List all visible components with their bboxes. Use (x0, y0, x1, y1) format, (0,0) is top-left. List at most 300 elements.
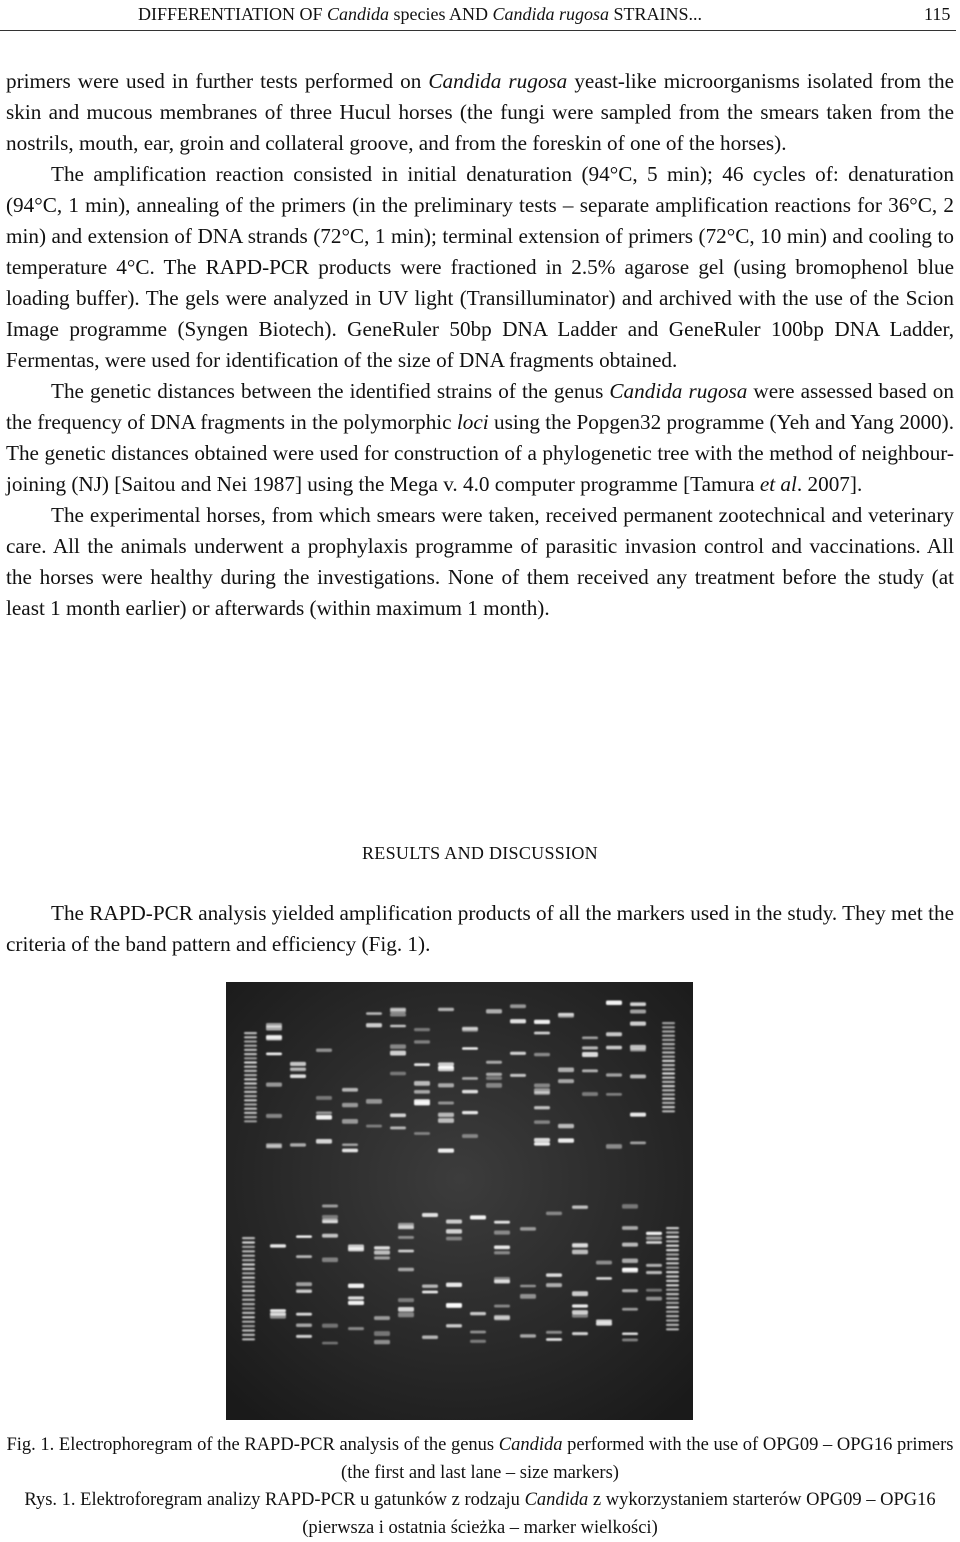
gel-band (290, 1062, 306, 1066)
title-italic-genus: Candida (327, 4, 390, 24)
gel-band (510, 1052, 526, 1055)
gel-band (572, 1244, 588, 1248)
gel-band (242, 1263, 255, 1265)
gel-band (242, 1325, 255, 1327)
gel-band (534, 1032, 550, 1035)
page-number: 115 (924, 4, 951, 24)
gel-band (414, 1102, 430, 1106)
gel-band (348, 1284, 364, 1288)
gel-band (244, 1112, 257, 1114)
gel-band (446, 1324, 462, 1327)
gel-band (242, 1272, 255, 1274)
paragraph-primers (6, 66, 954, 159)
gel-band (316, 1096, 332, 1100)
gel-band (438, 1062, 454, 1066)
gel-band (494, 1305, 510, 1308)
gel-band (666, 1302, 679, 1304)
gel-band (486, 1009, 502, 1013)
gel-band (242, 1241, 255, 1243)
gel-band (622, 1204, 638, 1208)
gel-band (666, 1245, 679, 1247)
gel-band (438, 1149, 454, 1153)
gel-band (244, 1103, 257, 1105)
gel-band (242, 1246, 255, 1248)
gel-band (534, 1020, 550, 1024)
gel-band (666, 1240, 679, 1242)
gel-band (446, 1304, 462, 1308)
gel-band (390, 1126, 406, 1129)
gel-band (446, 1237, 462, 1241)
gel-band (462, 1077, 478, 1080)
gel-band (342, 1149, 358, 1153)
gel-band (390, 1013, 406, 1017)
gel-band (666, 1311, 679, 1313)
text-run: The genetic distances between the identified strains of the genus (51, 379, 610, 403)
gel-band (438, 1113, 454, 1117)
gel-band (666, 1271, 679, 1273)
gel-band (606, 1093, 622, 1096)
text-run: primers were used in further tests performed on (6, 69, 429, 93)
results-text (6, 898, 954, 960)
gel-band (244, 1036, 257, 1038)
gel-band (662, 1039, 675, 1041)
gel-band (390, 1051, 406, 1056)
gel-band (266, 1114, 282, 1118)
gel-band (662, 1035, 675, 1037)
gel-band (290, 1143, 306, 1146)
gel-band (662, 1098, 675, 1100)
gel-band (622, 1243, 638, 1247)
gel-band (342, 1088, 358, 1092)
gel-band (296, 1282, 312, 1286)
gel-band (374, 1340, 390, 1344)
gel-band (630, 1009, 646, 1013)
gel-band (666, 1284, 679, 1286)
gel-band (572, 1332, 588, 1335)
gel-band (622, 1226, 638, 1230)
gel-band (558, 1067, 574, 1072)
gel-band (390, 1025, 406, 1028)
gel-band (666, 1267, 679, 1269)
gel-band (470, 1340, 486, 1343)
gel-band (242, 1290, 255, 1292)
gel-band (622, 1308, 638, 1311)
gel-band (242, 1334, 255, 1336)
gel-band (242, 1316, 255, 1318)
gel-band (242, 1237, 255, 1239)
gel-band (646, 1232, 662, 1235)
gel-band (348, 1248, 364, 1252)
gel-band (558, 1013, 574, 1018)
gel-band (462, 1111, 478, 1114)
gel-band (398, 1268, 414, 1272)
caption-text: Fig. 1. Electrophoregram of the RAPD-PCR analysis of the genus (6, 1435, 499, 1455)
gel-band (534, 1106, 550, 1109)
gel-band (646, 1289, 662, 1292)
gel-band (662, 1043, 675, 1045)
section-heading: RESULTS AND DISCUSSION (362, 843, 598, 863)
gel-band (666, 1262, 679, 1264)
gel-band (662, 1081, 675, 1083)
running-header (0, 0, 956, 31)
gel-band (322, 1342, 338, 1345)
gel-band (316, 1139, 332, 1144)
italic-term: et al (759, 472, 797, 496)
gel-band (494, 1251, 510, 1254)
gel-band (572, 1304, 588, 1307)
title-text: species AND (389, 4, 493, 24)
gel-band (290, 1068, 306, 1072)
gel-band (438, 1067, 454, 1072)
gel-band (630, 1141, 646, 1144)
gel-band (242, 1307, 255, 1309)
gel-band (244, 1066, 257, 1068)
gel-band (342, 1103, 358, 1107)
gel-band (244, 1116, 257, 1118)
gel-band (244, 1082, 257, 1084)
gel-band (666, 1258, 679, 1260)
gel-band (390, 1113, 406, 1117)
gel-band (666, 1289, 679, 1291)
gel-band (666, 1315, 679, 1317)
text-run: . 2007]. (796, 472, 863, 496)
gel-band (398, 1236, 414, 1239)
gel-band (244, 1108, 257, 1110)
gel-band (582, 1046, 598, 1049)
gel-band (266, 1083, 282, 1087)
gel-band (438, 1102, 454, 1105)
gel-band (244, 1057, 257, 1059)
gel-background (226, 982, 693, 1420)
text-run: were assessed based on the frequency of DNA fragments in the polymorphic (6, 379, 954, 434)
gel-band (534, 1083, 550, 1087)
gel-band (244, 1045, 257, 1047)
gel-band (606, 1144, 622, 1149)
gel-band (342, 1143, 358, 1146)
gel-band (606, 1046, 622, 1050)
paragraph-amplification: The amplification reaction consisted in initial denaturation (94°C, 5 min); 46 cycles of: denaturation (94°C, 1 min), annealing of the primers (in the preliminary tests – separate amplification reactions for 36°C, 2 min) and extension of DNA strands (72°C, 1 min); terminal extension of primers (72°C, 10 min) and cooling to temperature 4°C. The RAPD-PCR products were fractioned in 2.5% agarose gel (using bromophenol blue loading buffer). The gels were analyzed in UV light (Transilluminator) and archived with the use of the Scion Image programme (Syngen Biotech). GeneRuler 50bp DNA Ladder and GeneRuler 100bp DNA Ladder, Fermentas, were used for identification of the size of DNA fragments obtained. (6, 162, 954, 372)
gel-band (242, 1285, 255, 1287)
gel-band (244, 1099, 257, 1101)
gel-band (242, 1281, 255, 1283)
gel-band (290, 1074, 306, 1078)
gel-band (296, 1255, 312, 1258)
gel-band (322, 1324, 338, 1328)
gel-band (662, 1102, 675, 1104)
gel-band (374, 1250, 390, 1254)
gel-electrophoresis-image (226, 982, 693, 1420)
gel-band (646, 1241, 662, 1244)
gel-band (244, 1078, 257, 1080)
gel-band (242, 1255, 255, 1257)
gel-band (366, 1012, 382, 1015)
gel-band (662, 1047, 675, 1049)
gel-band (494, 1316, 510, 1320)
gel-band (316, 1049, 332, 1052)
gel-band (446, 1219, 462, 1223)
gel-band (422, 1213, 438, 1217)
gel-band (462, 1090, 478, 1093)
gel-band (662, 1093, 675, 1095)
gel-band (646, 1271, 662, 1274)
gel-band (374, 1256, 390, 1259)
gel-band (622, 1258, 638, 1263)
gel-band (558, 1138, 574, 1142)
gel-band (666, 1227, 679, 1229)
gel-band (446, 1229, 462, 1233)
gel-band (348, 1327, 364, 1330)
gel-band (622, 1268, 638, 1271)
gel-band (606, 1073, 622, 1077)
gel-band (630, 1074, 646, 1078)
figure-caption-polish (0, 1487, 960, 1542)
gel-band (630, 1113, 646, 1117)
gel-band (322, 1215, 338, 1219)
gel-band (662, 1077, 675, 1079)
gel-band (414, 1040, 430, 1043)
gel-band (494, 1280, 510, 1284)
gel-band (366, 1125, 382, 1128)
gel-band (470, 1312, 486, 1315)
gel-band (546, 1338, 562, 1341)
figure-caption-english (0, 1432, 960, 1487)
gel-band (546, 1331, 562, 1334)
gel-band (398, 1312, 414, 1317)
gel-band (296, 1235, 312, 1238)
gel-band (596, 1261, 612, 1265)
gel-band (534, 1138, 550, 1142)
gel-band (486, 1076, 502, 1079)
gel-band (296, 1335, 312, 1338)
gel-band (558, 1124, 574, 1128)
gel-band (546, 1273, 562, 1277)
gel-band (572, 1250, 588, 1255)
gel-band (316, 1111, 332, 1114)
gel-band (438, 1118, 454, 1123)
gel-band (374, 1246, 390, 1249)
gel-band (494, 1221, 510, 1224)
gel-band (422, 1285, 438, 1288)
gel-band (582, 1069, 598, 1072)
gel-band (348, 1301, 364, 1304)
gel-band (244, 1087, 257, 1089)
gel-band (414, 1081, 430, 1086)
gel-band (438, 1083, 454, 1087)
paragraph-horses: The experimental horses, from which smears were taken, received permanent zootechnical and veterinary care. All the animals underwent a prophylaxis programme of parasitic invasion control and vaccinations. All the horses were healthy during the investigations. None of them received any treatment before the study (at least 1 month earlier) or afterwards (within maximum 1 month). (6, 503, 954, 620)
gel-band (242, 1338, 255, 1340)
gel-band (520, 1294, 536, 1299)
gel-band (534, 1142, 550, 1145)
gel-band (666, 1253, 679, 1255)
gel-band (606, 1000, 622, 1005)
gel-band (486, 1073, 502, 1076)
gel-band (266, 1143, 282, 1146)
gel-band (666, 1319, 679, 1321)
gel-band (646, 1236, 662, 1239)
gel-band (244, 1091, 257, 1093)
gel-band (622, 1332, 638, 1335)
gel-band (270, 1309, 286, 1312)
gel-band (398, 1250, 414, 1253)
gel-band (662, 1030, 675, 1032)
gel-band (662, 1089, 675, 1091)
gel-band (666, 1231, 679, 1233)
italic-term: loci (456, 410, 489, 434)
methods-text (6, 66, 954, 624)
gel-band (242, 1277, 255, 1279)
gel-band (666, 1236, 679, 1238)
gel-band (244, 1061, 257, 1063)
gel-band (462, 1047, 478, 1050)
gel-band (322, 1205, 338, 1208)
gel-band (374, 1316, 390, 1320)
gel-band (582, 1037, 598, 1040)
gel-band (666, 1328, 679, 1330)
caption-text: Rys. 1. Elektroforegram analizy RAPD-PCR u gatunków z rodzaju (24, 1490, 525, 1510)
gel-band (510, 1074, 526, 1077)
title-text: DIFFERENTIATION OF (138, 4, 327, 24)
gel-band (244, 1053, 257, 1055)
gel-band (510, 1019, 526, 1023)
gel-band (622, 1289, 638, 1292)
gel-band (242, 1303, 255, 1305)
text-run: using the Popgen32 programme (Yeh and Yang 2000). The genetic distances obtained were used for construction of a phylogenetic tree with the method of neighbour-joining (NJ) [Saitou and Nei 1987] using the Mega v. 4.0 computer programme [Tamura (6, 410, 955, 496)
gel-band (486, 1083, 502, 1088)
gel-band (494, 1231, 510, 1235)
gel-band (572, 1291, 588, 1296)
gel-band (244, 1095, 257, 1097)
gel-band (646, 1264, 662, 1267)
gel-band (534, 1120, 550, 1124)
gel-band (414, 1132, 430, 1135)
gel-band (534, 1091, 550, 1094)
gel-band (244, 1070, 257, 1072)
gel-band (270, 1314, 286, 1319)
gel-band (606, 1032, 622, 1036)
gel-band (666, 1275, 679, 1277)
gel-band (494, 1245, 510, 1249)
paragraph-genetic-distances (6, 376, 954, 500)
species-name: Candida rugosa (428, 69, 568, 93)
gel-band (266, 1023, 282, 1027)
gel-band (582, 1092, 598, 1096)
gel-band (486, 1061, 502, 1064)
gel-band (622, 1338, 638, 1341)
paragraph-results: The RAPD-PCR analysis yielded amplification products of all the markers used in the study. They met the criteria of the band pattern and efficiency (Fig. 1). (6, 901, 954, 956)
gel-band (242, 1329, 255, 1331)
gel-band (322, 1219, 338, 1222)
gel-band (596, 1320, 612, 1323)
gel-band (662, 1051, 675, 1053)
gel-band (520, 1285, 536, 1288)
genus-name: Candida (498, 1435, 563, 1455)
gel-band (398, 1227, 414, 1230)
gel-band (546, 1283, 562, 1287)
gel-band (242, 1259, 255, 1261)
gel-band (296, 1289, 312, 1292)
gel-band (244, 1032, 257, 1034)
gel-band (242, 1294, 255, 1296)
gel-band (322, 1257, 338, 1262)
gel-band (414, 1028, 430, 1031)
gel-band (630, 1049, 646, 1052)
gel-band (390, 1072, 406, 1076)
gel-band (422, 1291, 438, 1294)
gel-band (662, 1022, 675, 1024)
gel-band (666, 1293, 679, 1295)
gel-band (666, 1280, 679, 1282)
gel-band (470, 1331, 486, 1334)
gel-band (322, 1234, 338, 1238)
gel-band (520, 1334, 536, 1337)
gel-band (398, 1298, 414, 1302)
text-run: yeast-like microorganisms isolated from the skin and mucous membranes of three Hucul horses (the fungi were sampled from the smears taken from the nostrils, mouth, ear, groin and collateral groove, and from the foreskin of one of the horses). (6, 69, 954, 155)
gel-band (662, 1068, 675, 1070)
running-title (138, 4, 702, 25)
gel-band (630, 1022, 646, 1026)
gel-band (662, 1085, 675, 1087)
gel-band (572, 1205, 588, 1208)
gel-band (244, 1074, 257, 1076)
gel-band (414, 1090, 430, 1094)
gel-band (666, 1324, 679, 1326)
gel-band (558, 1079, 574, 1083)
gel-band (546, 1212, 562, 1216)
gel-band (348, 1296, 364, 1299)
gel-band (242, 1250, 255, 1252)
gel-band (342, 1119, 358, 1124)
gel-band (242, 1312, 255, 1314)
gel-band (366, 1099, 382, 1104)
gel-band (266, 1035, 282, 1039)
gel-band (390, 1044, 406, 1048)
gel-band (534, 1053, 550, 1056)
gel-band (366, 1023, 382, 1027)
gel-band (390, 1010, 406, 1013)
gel-band (662, 1026, 675, 1028)
gel-band (662, 1106, 675, 1108)
title-text: STRAINS... (609, 4, 703, 24)
gel-band (266, 1053, 282, 1056)
gel-band (422, 1336, 438, 1340)
gel-band (666, 1249, 679, 1251)
gel-band (572, 1310, 588, 1314)
gel-band (662, 1110, 675, 1112)
gel-band (244, 1120, 257, 1122)
gel-band (520, 1227, 536, 1230)
gel-band (446, 1283, 462, 1287)
gel-band (438, 1008, 454, 1011)
gel-band (296, 1313, 312, 1316)
caption-text: z wykorzystaniem starterów OPG09 – OPG16 (pierwsza i ostatnia ścieżka – marker wielkości) (302, 1490, 936, 1538)
gel-band (646, 1297, 662, 1301)
title-italic-species: Candida rugosa (492, 4, 610, 24)
gel-band (582, 1052, 598, 1057)
gel-band (462, 1134, 478, 1138)
gel-band (662, 1056, 675, 1058)
gel-band (270, 1244, 286, 1247)
gel-band (510, 1004, 526, 1008)
gel-band (244, 1040, 257, 1042)
gel-band (596, 1277, 612, 1280)
gel-band (630, 1002, 646, 1005)
gel-band (470, 1215, 486, 1219)
genus-name: Candida (524, 1490, 589, 1510)
gel-band (244, 1049, 257, 1051)
gel-band (666, 1306, 679, 1308)
caption-text: performed with the use of OPG09 – OPG16 primers (the first and last lane – size markers) (341, 1435, 954, 1483)
gel-band (662, 1064, 675, 1066)
